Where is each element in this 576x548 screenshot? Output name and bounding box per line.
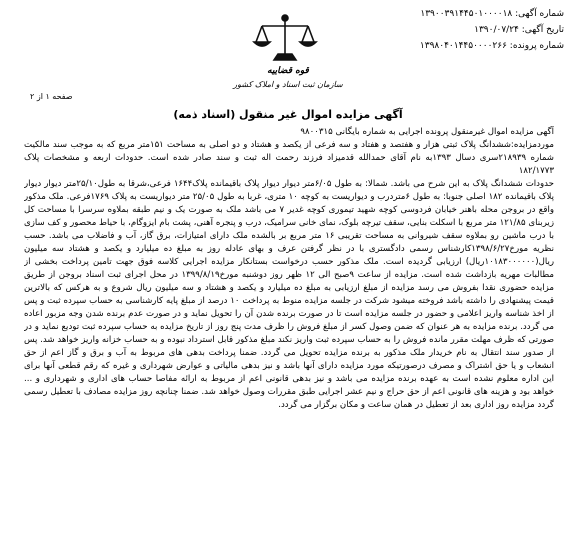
- document-body: [24, 126, 554, 542]
- org-name: قوه قضاییه: [267, 66, 309, 76]
- judiciary-scales-emblem: [248, 12, 322, 68]
- notice-number: شماره آگهی: ۱۳۹۰۰۳۹۱۴۴۵۰۱۰۰۰۰۱۸: [420, 9, 564, 19]
- page-indicator: صفحه ۱ از ۲: [30, 92, 73, 101]
- body-paragraph-2: موردمزایده:ششدانگ پلاک ثبتی هزار و هفتصد و هفتاد و سه فرعی از یکصد و هشتاد و دو اصلی به مساحت ۱۵۱متر مربع که به موجب سند مالکیت شماره ۲۱۸۹۳۹سری دسال ۱۳۹۳به نام آقای حمدالله قدمیزاد فرزند رحمت اله ثبت و سند صادر شده است. حدودات اربعه و مشخصات پلاک ۱۸۲/۱۷۷۳: [24, 140, 554, 176]
- case-number: شماره پرونده: ۱۳۹۸۰۴۰۱۴۴۵۰۰۰۰۲۶۶: [419, 41, 564, 51]
- notice-header: [354, 6, 564, 54]
- org-subname: سازمان ثبت اسناد و املاک کشور: [233, 80, 343, 89]
- notice-date: تاریخ آگهی: ۱۳۹۰/۰۷/۲۴: [474, 25, 564, 35]
- document-title: آگهی مزایده اموال غیر منقول (اسناد ذمه): [173, 108, 403, 121]
- body-paragraph-3: حدودات ششدانگ پلاک به این شرح می باشد. شمالا: به طول ۶/۰۵متر دیوار دیوار پلاک باقیمانده پلاک۱۶۴۴ فرعی،شرقا به طول۲۵/۱۰متر دیوار دیوار پلاک باقیمانده ۱۸۲ اصلی جنوبا: به طول ۶متردرب و دیواریست به کوچه ۱۰ متری، غربا به طول ۲۵/۰۵ متر دیواریست به پلاک ۱۷۶۹فرعی. ملک مذکور واقع در بروجن محله باهنر خیابان فردوسی کوچه شهید تیموری کوچه غدیر ۷ می باشد ملک به صورت یک و نیم طبقه بملاوه سرسرا با مساحت کل زیربنای ۱۲۱/۸۵ متر مربع با اسکلت بنایی، سقف تیرچه بلوک، نمای خانی سرامیک، درب و پنجره آهنی، پشت بام ایزوگام، با حیاط محصور و کف سازی با درب ماشین رو بملاوه سقف شیروانی به مساحت تقریبی ۱۶ متر مربع بر بالشده ملک دارای امتیازات، برق گاز، آب و فاضلاب می باشد. حسب نظریه مورخ۱۳۹۸/۶/۲۷کارشناس رسمی دادگستری با در نظر گرفتن عرف و بهای عادله روز به مبلغ ده میلیارد و یکصد و هشتاد سه میلیون ریال(۱۰۱۸۳۰۰۰۰۰۰ریال) ارزیابی گردیده است. ملک مذکور حسب درخواست بستانکار مزایده اجرایی کلاسه فوق جهت تامین پرداخت بخشی از مطالبات مهریه بازداشت شده است. مزایده از ساعت ۹صبح الی ۱۲ ظهر روز دوشنبه مورخ۱۳۹۹/۸/۱۹ در محل اجرای ثبت اسناد بروجن از طریق مزایده حضوری نقدا بفروش می رسد مزایده از مبلغ ارزیابی به مبلغ ده میلیارد و یکصد و هشتاد و سه میلیون ریال شروع و به هرکس که بالاترین قیمت پیشنهادی را داشته باشد فروخته میشود شرکت در جلسه مزایده منوط به پرداخت ۱۰ درصد از مبلغ پایه کارشناسی به حساب سپرده ثبت و پس از اخذ شناسه واریز اعلامی و حضور در جلسه مزایده است تا در صورت برنده شدن آن را تحویل نماید و در صورت عدم برنده شدن وجه مزبور اعاده می گردد. برنده مزایده به هر عنوان که ضمن وصول کسر از مبلغ فروش را ظرف مدت پنج روز از تاریخ مزایده به حساب سپرده ثبت تودیع نماید و در صورتی که ظرف مهلت مقرر مانده فروش را به حساب سپرده ثبت واریز نکند مبلغ مذکور قابل استرداد نبوده و به حساب خزانه واریز خواهد شد. پس از صدور سند انتقال به نام خریدار ملک مذکور به برنده مزایده تحویل می گردد. ضمنا پرداخت بدهی های مربوط به آب و برق و گاز اعم از حق انشعاب و یا حق اشتراک و مصرف درصورتیکه مورد مزایده دارای آنها باشد و نیز بدهی مالیاتی و عوارض شهرداری و غیره که رقم قطعی آنها برای این اداره معلوم نشده است به عهده برنده مزایده می باشد و نیز بدهی قانونی اعم از مربوط به ارائه مفاصا حساب های اداری و شهرداری و ... خواهد بود و هزینه های قانونی اعم از حق حراج و نیم عشر اجرایی طبق مقررات وصول خواهد شد. ضمنا چنانچه روز مزایده مصادف با تعطیل رسمی گردد مزایده روز اداری بعد از تعطیل در همان ساعت و مکان برگزار می گردد.: [24, 179, 554, 410]
- body-paragraph-1: آگهی مزایده اموال غیرمنقول پرونده اجرایی به شماره بایگانی ۹۸۰۰۳۱۵: [300, 127, 554, 137]
